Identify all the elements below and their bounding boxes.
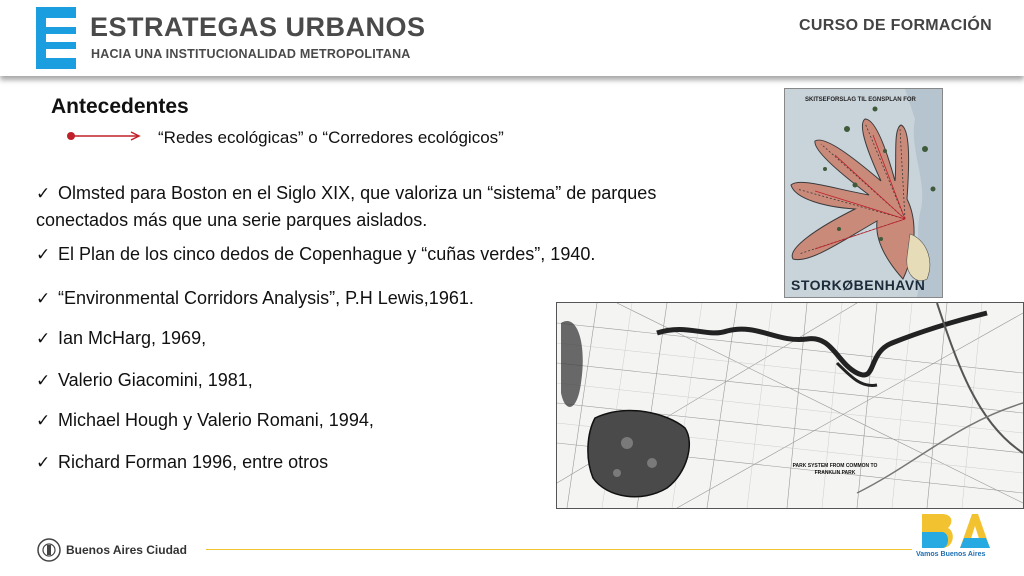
ba-logo-icon (920, 512, 992, 552)
course-label: CURSO DE FORMACIÓN (799, 17, 992, 34)
city-seal-icon (37, 538, 61, 562)
list-item: ✓ “Environmental Corridors Analysis”, P.H Lewis,1961. (36, 288, 474, 308)
copenhagen-finger-plan-map (784, 88, 943, 298)
checkmark-icon: ✓ (36, 453, 51, 472)
checkmark-icon: ✓ (36, 329, 51, 348)
brand-title: ESTRATEGAS URBANOS (90, 12, 426, 42)
map-title: SKITSEFORSLAG TIL EGNSPLAN FOR (805, 97, 916, 103)
map-caption: PARK SYSTEM FROM COMMON TO FRANKLIN PARK (792, 463, 878, 476)
section-title: Antecedentes (51, 95, 189, 118)
ba-tagline: Vamos Buenos Aires (916, 551, 986, 558)
list-item: ✓ Valerio Giacomini, 1981, (36, 370, 253, 390)
arrow-icon (66, 130, 144, 142)
checkmark-icon: ✓ (36, 411, 51, 430)
finger-plan-drawing (785, 89, 942, 297)
boston-park-system-map (556, 302, 1024, 509)
checkmark-icon: ✓ (36, 245, 51, 264)
estrategas-logo-icon (36, 7, 76, 69)
list-item: ✓ Ian McHarg, 1969, (36, 328, 207, 348)
park-system-drawing (557, 303, 1023, 508)
footer-city-text: Buenos Aires Ciudad (66, 543, 187, 557)
list-item: ✓ Richard Forman 1996, entre otros (36, 452, 329, 472)
checkmark-icon: ✓ (36, 371, 51, 390)
list-item: ✓ El Plan de los cinco dedos de Copenhague y “cuñas verdes”, 1940. (36, 244, 596, 264)
header-bar (0, 0, 1024, 76)
list-item: ✓ Michael Hough y Valerio Romani, 1994, (36, 410, 374, 430)
footer-divider (206, 549, 912, 550)
checkmark-icon: ✓ (36, 184, 51, 203)
checkmark-icon: ✓ (36, 289, 51, 308)
brand-subtitle: HACIA UNA INSTITUCIONALIDAD METROPOLITANA (91, 47, 411, 61)
list-item: ✓ Olmsted para Boston en el Siglo XIX, que valoriza un “sistema” de parques conectados más que una serie parques aislados. (36, 180, 751, 234)
map-caption: STORKØBENHAVN (791, 277, 926, 293)
section-subtitle: “Redes ecológicas” o “Corredores ecológicos” (158, 128, 504, 147)
